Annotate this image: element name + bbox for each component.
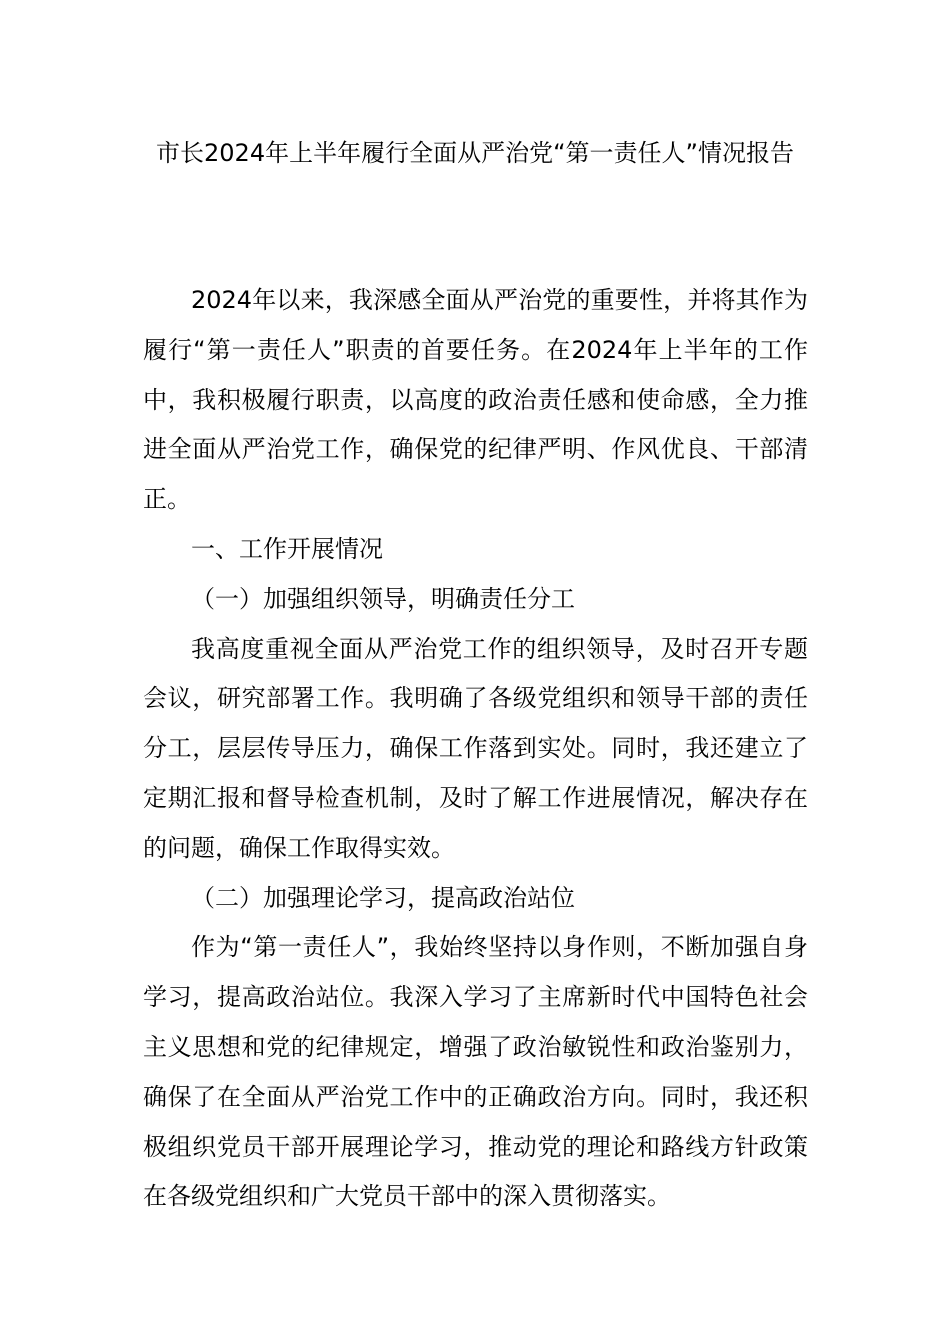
intro-paragraph: 2024年以来，我深感全面从严治党的重要性，并将其作为履行“第一责任人”职责的首要任务。在2024年上半年的工作中，我积极履行职责，以高度的政治责任感和使命感，全力推进全面从严治党工作，确保党的纪律严明、作风优良、干部清正。	[143, 286, 808, 514]
subsection-heading-organization: （一）加强组织领导，明确责任分工	[191, 584, 575, 613]
subsection-paragraph-theory-study: 作为“第一责任人”，我始终坚持以身作则，不断加强自身学习，提高政治站位。我深入学习了主席新时代中国特色社会主义思想和党的纪律规定，增强了政治敏锐性和政治鉴别力，确保了在全面从严治党工作中的正确政治方向。同时，我还积极组织党员干部开展理论学习，推动党的理论和路线方针政策在各级党组织和广大党员干部中的深入贯彻落实。	[143, 933, 808, 1211]
document-title: 市长2024年上半年履行全面从严治党“第一责任人”情况报告	[156, 139, 794, 167]
document-body	[143, 276, 808, 1222]
section-heading-work-progress: 一、工作开展情况	[191, 534, 383, 563]
subsection-paragraph-organization: 我高度重视全面从严治党工作的组织领导，及时召开专题会议，研究部署工作。我明确了各级党组织和领导干部的责任分工，层层传导压力，确保工作落到实处。同时，我还建立了定期汇报和督导检查机制，及时了解工作进展情况，解决存在的问题，确保工作取得实效。	[143, 634, 808, 862]
subsection-heading-theory-study: （二）加强理论学习，提高政治站位	[191, 883, 575, 912]
